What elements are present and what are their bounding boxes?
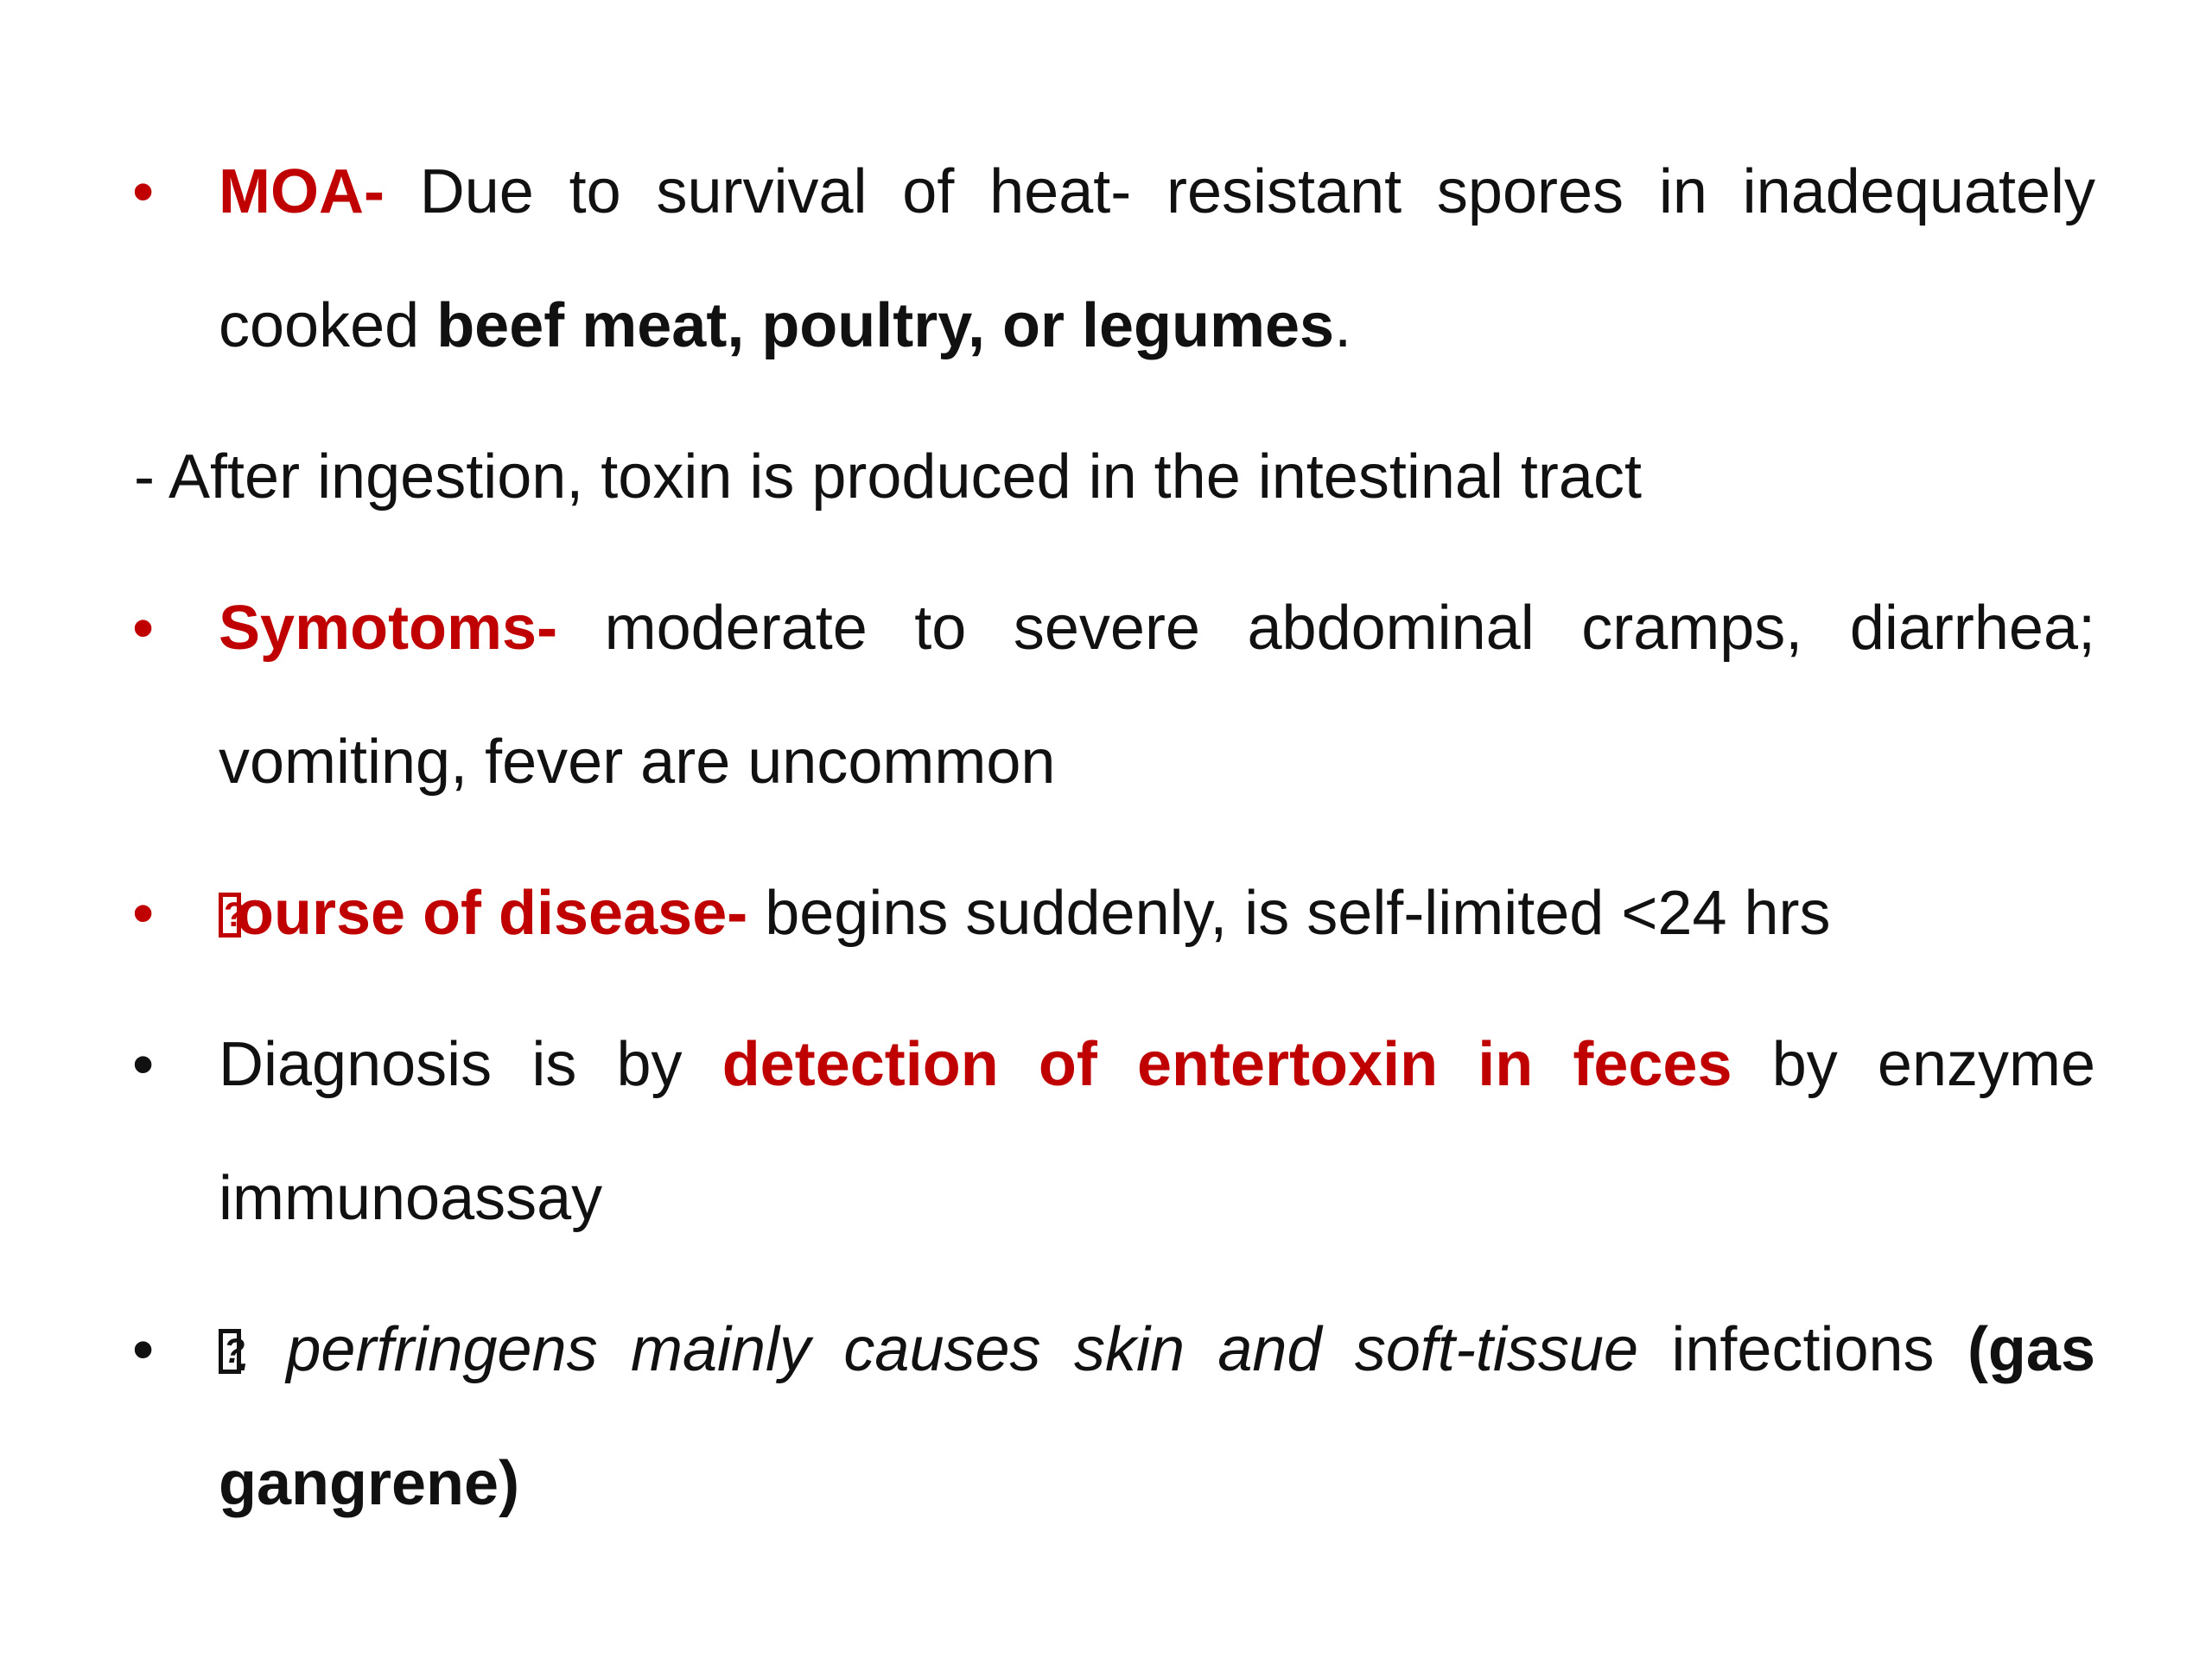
- bullet-perfringens: [134, 1283, 2095, 1551]
- missing-glyph-icon: [219, 1329, 241, 1374]
- perfringens-italic: [219, 1315, 1638, 1384]
- bullet-moa: [134, 125, 2095, 393]
- bullet-icon: •: [132, 1315, 155, 1384]
- slide-content: [134, 125, 2095, 1551]
- dash-after-ingestion: [134, 410, 2095, 544]
- bullet-diagnosis: [134, 998, 2095, 1266]
- after-ingestion-text: - After ingestion, toxin is produced in the intestinal tract: [134, 442, 1642, 512]
- missing-glyph-icon: [219, 893, 241, 938]
- course-heading-text: ourse of disease-: [236, 879, 748, 948]
- perfringens-text: infections: [1638, 1315, 1967, 1384]
- symptoms-heading: Symotoms-: [219, 594, 558, 663]
- bullet-icon: •: [132, 594, 155, 663]
- bullet-icon: •: [132, 1030, 155, 1099]
- perfringens-bold: (gas gangrene): [219, 1315, 2095, 1518]
- moa-text: Due to survival of heat- resistant spores in inadequately cooked: [219, 157, 2095, 360]
- diagnosis-lead: Diagnosis is by: [219, 1030, 722, 1099]
- moa-heading: MOA-: [219, 157, 385, 226]
- perfringens-italic-text: . perfringens mainly causes skin and soft-tissue: [236, 1315, 1638, 1384]
- moa-tail: .: [1334, 291, 1352, 360]
- course-text: begins suddenly, is self-limited <24 hrs: [747, 879, 1831, 948]
- course-heading: [219, 879, 747, 948]
- bullet-icon: •: [132, 879, 155, 948]
- bullet-icon: •: [132, 157, 155, 226]
- bullet-symptoms: [134, 562, 2095, 830]
- bullet-course-of-disease: [134, 847, 2095, 981]
- diagnosis-red-text: detection of entertoxin in feces: [721, 1030, 1732, 1099]
- diagnosis-text: by enzyme immunoassay: [219, 1030, 2096, 1233]
- symptoms-text: moderate to severe abdominal cramps, diarrhea; vomiting, fever are uncommon: [219, 594, 2095, 797]
- moa-bold-text: beef meat, poultry, or legumes: [436, 291, 1335, 360]
